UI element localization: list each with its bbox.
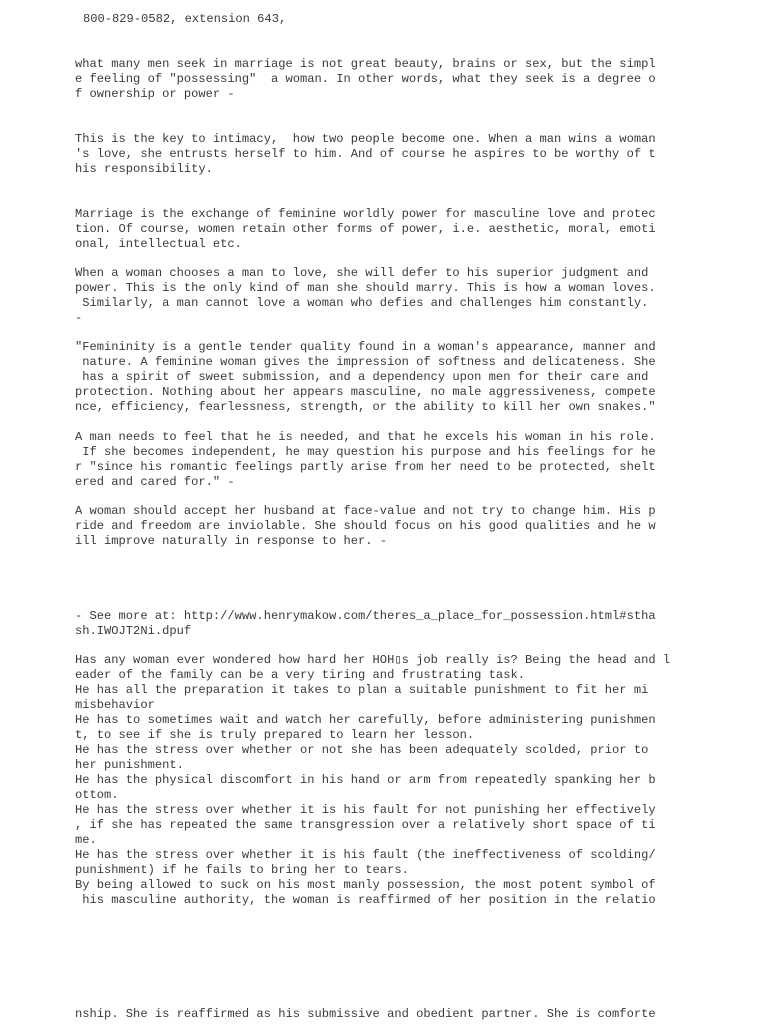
text-line: eader of the family can be a very tiring and frustrating task.	[75, 668, 525, 682]
text-line: Has any woman ever wondered how hard her HOH▯s job really is? Being the head and l	[75, 653, 671, 667]
text-line: Marriage is the exchange of feminine worldly power for masculine love and protec	[75, 207, 656, 221]
text-line: This is the key to intimacy, how two people become one. When a man wins a woman	[75, 132, 656, 146]
text-line: He has the stress over whether it is his fault (the ineffectiveness of scolding/	[75, 848, 656, 862]
text-line: He has the physical discomfort in his hand or arm from repeatedly spanking her b	[75, 773, 656, 787]
text-line: , if she has repeated the same transgression over a relatively short space of ti	[75, 818, 656, 832]
text-line: ill improve naturally in response to her. -	[75, 534, 388, 548]
text-line: t, to see if she is truly prepared to learn her lesson.	[75, 728, 475, 742]
text-line: ottom.	[75, 788, 119, 802]
text-line: "Femininity is a gentle tender quality found in a woman's appearance, manner and	[75, 340, 656, 354]
text-line: his masculine authority, the woman is reaffirmed of her position in the relatio	[75, 893, 656, 907]
text-line: power. This is the only kind of man she should marry. This is how a woman loves.	[75, 281, 656, 295]
text-line: e feeling of "possessing" a woman. In other words, what they seek is a degree o	[75, 72, 656, 86]
text-line: has a spirit of sweet submission, and a dependency upon men for their care and	[75, 370, 649, 384]
text-line: tion. Of course, women retain other forms of power, i.e. aesthetic, moral, emoti	[75, 222, 656, 236]
text-line: When a woman chooses a man to love, she will defer to his superior judgment and	[75, 266, 649, 280]
text-line: his responsibility.	[75, 162, 213, 176]
text-line: her punishment.	[75, 758, 184, 772]
text-line: nce, efficiency, fearlessness, strength, or the ability to kill her own snakes."	[75, 400, 656, 414]
text-line: r "since his romantic feelings partly arise from her need to be protected, shelt	[75, 460, 656, 474]
text-line: Similarly, a man cannot love a woman who defies and challenges him constantly.	[75, 296, 649, 310]
text-line: He has all the preparation it takes to plan a suitable punishment to fit her mi	[75, 683, 649, 697]
text-line: f ownership or power -	[75, 87, 235, 101]
text-line: protection. Nothing about her appears masculine, no male aggressiveness, compete	[75, 385, 656, 399]
text-line: nature. A feminine woman gives the impression of softness and delicateness. She	[75, 355, 656, 369]
text-line: me.	[75, 833, 97, 847]
text-line: A man needs to feel that he is needed, and that he excels his woman in his role.	[75, 430, 656, 444]
text-line: He has to sometimes wait and watch her carefully, before administering punishmen	[75, 713, 656, 727]
text-line: punishment) if he fails to bring her to tears.	[75, 863, 409, 877]
text-line: 800-829-0582, extension 643,	[83, 12, 287, 26]
text-line: - See more at: http://www.henrymakow.com/theres_a_place_for_possession.html#stha	[75, 609, 656, 623]
text-line: By being allowed to suck on his most manly possession, the most potent symbol of	[75, 878, 656, 892]
text-line: He has the stress over whether it is his fault for not punishing her effectively	[75, 803, 656, 817]
text-line: onal, intellectual etc.	[75, 237, 242, 251]
text-line: ered and cared for." -	[75, 475, 235, 489]
text-line: He has the stress over whether or not she has been adequately scolded, prior to	[75, 743, 649, 757]
text-line: ride and freedom are inviolable. She should focus on his good qualities and he w	[75, 519, 656, 533]
text-line: nship. She is reaffirmed as his submissive and obedient partner. She is comforte	[75, 1007, 656, 1021]
text-line: sh.IWOJT2Ni.dpuf	[75, 624, 192, 638]
text-line: what many men seek in marriage is not great beauty, brains or sex, but the simpl	[75, 57, 656, 71]
text-line: If she becomes independent, he may question his purpose and his feelings for he	[75, 445, 656, 459]
text-line: misbehavior	[75, 698, 155, 712]
text-line: A woman should accept her husband at face-value and not try to change him. His p	[75, 504, 656, 518]
text-line: -	[75, 311, 83, 325]
text-line: 's love, she entrusts herself to him. And of course he aspires to be worthy of t	[75, 147, 656, 161]
